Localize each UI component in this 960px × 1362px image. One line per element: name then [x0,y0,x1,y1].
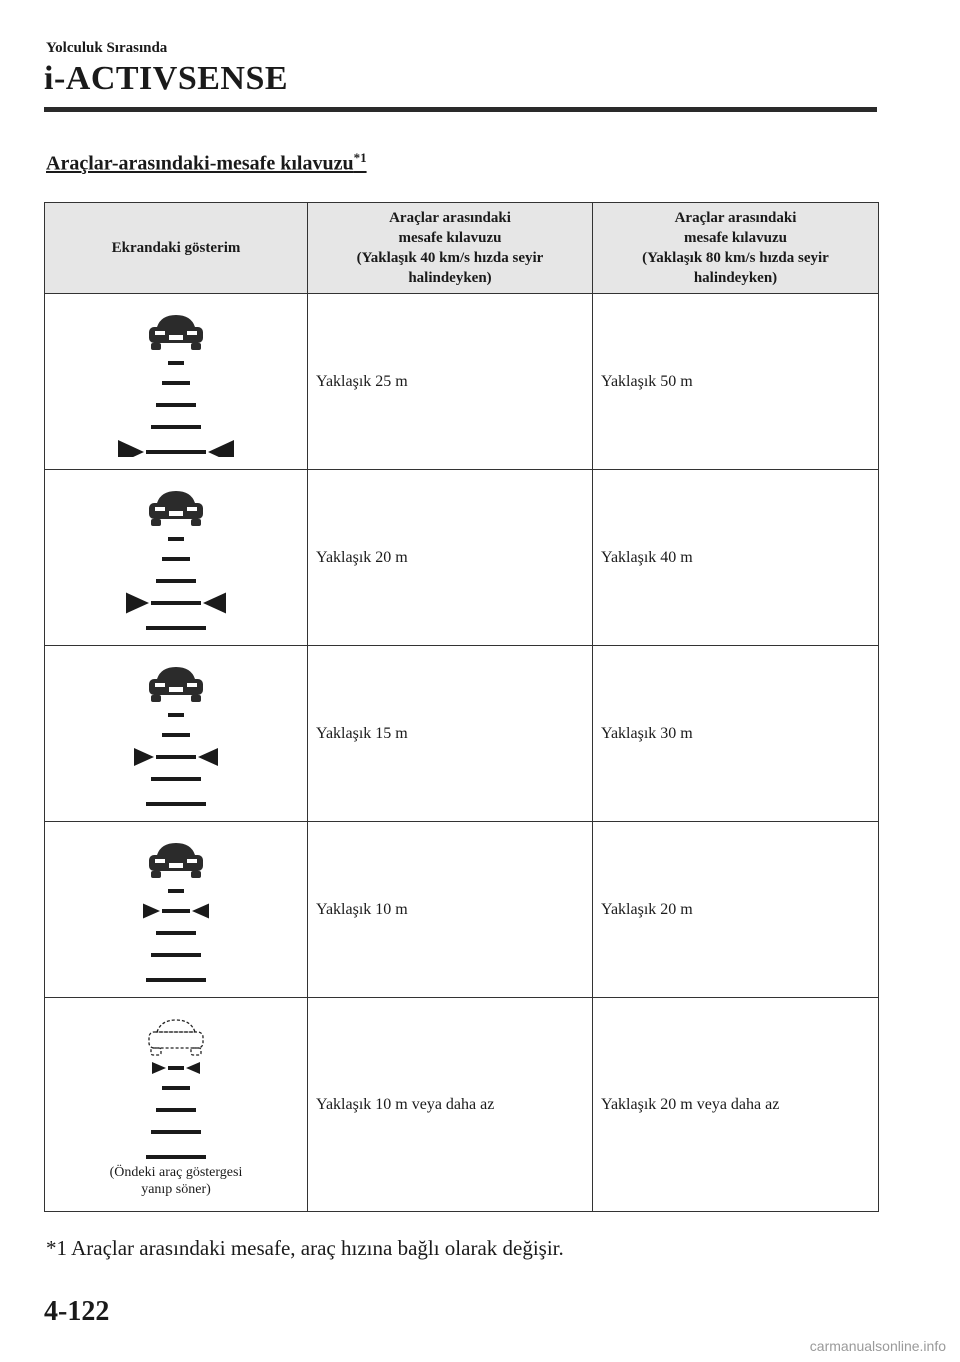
car-headlight-right [187,683,197,687]
distance-display-icon [111,1012,241,1162]
header-rule [44,107,877,112]
distance-marker-left-icon [152,1062,166,1074]
distance-80: Yaklaşık 40 m [593,470,879,646]
header-display [45,203,308,294]
car-wheel-left [151,343,161,350]
distance-bar [151,601,201,605]
distance-80: Yaklaşık 30 m [593,646,879,822]
distance-bar [156,755,196,759]
distance-bar [156,403,196,407]
chapter-title: i-ACTIVSENSE [44,60,289,97]
distance-bar [156,931,196,935]
distance-bar [156,1108,196,1112]
car-roof [157,315,195,327]
car-wheel-left [151,519,161,526]
car-headlight-left [155,331,165,335]
car-icon [149,315,203,350]
sub-heading [46,150,367,176]
distance-40: Yaklaşık 10 m veya daha az [308,998,593,1212]
distance-display-icon [111,307,241,457]
car-roof [157,843,195,855]
car-plate [169,863,183,868]
table-row [45,998,879,1212]
icon-caption: (Öndeki araç göstergesi yanıp söner) [109,1164,243,1197]
distance-80: Yaklaşık 20 m [593,822,879,998]
distance-bar [162,733,190,737]
distance-bar [151,425,201,429]
distance-display-icon [111,835,241,985]
car-body [149,1032,203,1048]
distance-bar [151,777,201,781]
car-wheel-right [191,519,201,526]
header-80kmh [593,203,879,294]
car-plate [169,511,183,516]
distance-marker-right-icon [192,903,209,918]
page-number: 4-122 [44,1296,110,1327]
distance-40: Yaklaşık 10 m [308,822,593,998]
car-wheel-right [191,871,201,878]
distance-bar [162,909,190,913]
distance-80: Yaklaşık 20 m veya daha az [593,998,879,1212]
car-wheel-right [191,343,201,350]
display-icon-cell [45,470,308,646]
car-wheel-right [191,1048,201,1055]
distance-bar [156,579,196,583]
distance-bar [168,537,184,541]
watermark-link[interactable]: carmanualsonline.info [809,1338,946,1354]
car-icon [149,1020,203,1055]
distance-40: Yaklaşık 15 m [308,646,593,822]
car-roof [157,491,195,503]
car-icon [149,491,203,526]
distance-bar [162,381,190,385]
car-headlight-left [155,507,165,511]
display-icon-cell [45,998,308,1212]
table-row [45,470,879,646]
distance-display-icon [111,659,241,809]
footnote: *1 Araçlar arasındaki mesafe, araç hızına bağlı olarak değişir. [46,1236,564,1260]
table-row [45,646,879,822]
display-icon-cell [45,822,308,998]
distance-guide-table [44,202,879,1212]
distance-marker-left-icon [126,592,149,613]
distance-marker-right-icon [198,748,218,766]
header-40kmh [308,203,593,294]
distance-marker-right-icon [208,440,234,457]
header-80kmh-text: Araçlar arasındaki mesafe kılavuzu (Yaklaşık 80 km/s hızda seyir halindeyken) [642,210,829,286]
distance-bar [146,1155,206,1159]
section-label: Yolculuk Sırasında [46,40,168,56]
car-icon [149,667,203,702]
distance-bar [146,802,206,806]
distance-40: Yaklaşık 25 m [308,294,593,470]
distance-marker-left-icon [118,440,144,457]
display-icon-cell [45,646,308,822]
header-40kmh-text: Araçlar arasındaki mesafe kılavuzu (Yaklaşık 40 km/s hızda seyir halindeyken) [356,210,544,286]
car-headlight-right [187,859,197,863]
table-header-row [45,203,879,294]
table-row [45,822,879,998]
distance-bar [151,953,201,957]
car-icon [149,843,203,878]
distance-marker-left-icon [143,903,160,918]
car-wheel-left [151,695,161,702]
distance-marker-right-icon [203,592,226,613]
distance-bar [168,713,184,717]
car-headlight-left [155,683,165,687]
car-wheel-left [151,871,161,878]
car-wheel-left [151,1048,161,1055]
distance-40: Yaklaşık 20 m [308,470,593,646]
distance-marker-right-icon [186,1062,200,1074]
car-roof [157,1020,195,1032]
car-plate [169,335,183,340]
car-wheel-right [191,695,201,702]
distance-bar [146,450,206,454]
car-headlight-right [187,331,197,335]
footnote-mark: *1 [353,150,367,165]
sub-heading-text: Araçlar-arasındaki-mesafe kılavuzu [46,152,354,175]
distance-bar [151,1130,201,1134]
distance-bar [162,1086,190,1090]
distance-bar [146,626,206,630]
display-icon-cell [45,294,308,470]
distance-marker-left-icon [134,748,154,766]
distance-80: Yaklaşık 50 m [593,294,879,470]
car-plate [169,687,183,692]
distance-bar [168,1066,184,1070]
distance-bar [162,557,190,561]
header-display-text: Ekrandaki gösterim [111,240,241,256]
distance-bar [168,889,184,893]
distance-bar [146,978,206,982]
table-row [45,294,879,470]
car-headlight-left [155,859,165,863]
distance-bar [168,361,184,365]
car-headlight-right [187,507,197,511]
distance-display-icon [111,483,241,633]
car-roof [157,667,195,679]
